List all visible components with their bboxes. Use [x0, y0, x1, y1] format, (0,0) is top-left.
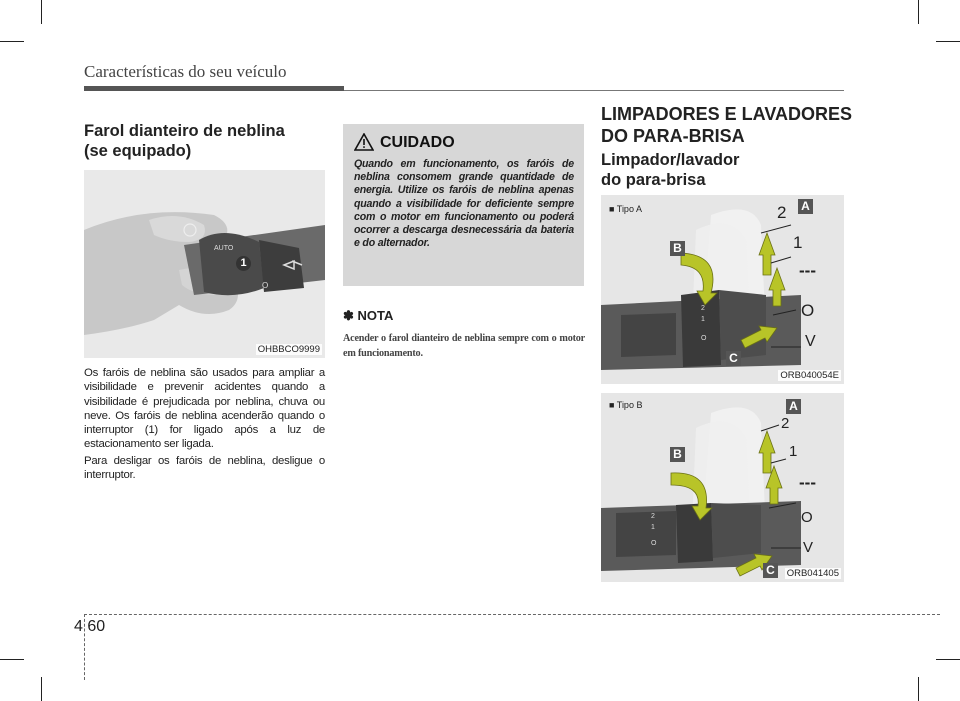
header-rule	[84, 86, 344, 91]
wiper-position-intermittent: ---	[799, 261, 816, 280]
svg-text:1: 1	[651, 524, 655, 531]
wiper-position-mist: V	[805, 333, 816, 350]
badge-b: B	[670, 447, 685, 462]
crop-mark	[0, 659, 24, 660]
badge-b: B	[670, 241, 685, 256]
image-caption: OHBBCO9999	[257, 344, 320, 355]
crop-mark	[0, 41, 24, 42]
note-text: Acender o farol dianteiro de neblina sempre com o motor em funcionamento.	[343, 333, 585, 359]
warning-triangle-icon	[354, 133, 374, 151]
wiper-position-off: O	[801, 509, 813, 526]
paragraph: Para desligar os faróis de neblina, desligue o interruptor.	[84, 454, 325, 482]
page-header-title: Características do seu veículo	[84, 62, 287, 81]
wiper-position-2: 2	[781, 415, 790, 432]
svg-text:1: 1	[701, 316, 705, 323]
wiper-washer-subheading: Limpador/lavador do para-brisa	[601, 151, 740, 189]
fog-light-description	[84, 366, 325, 484]
svg-text:O: O	[651, 540, 657, 547]
callout-number-1: 1	[236, 256, 251, 271]
crop-mark	[936, 659, 960, 660]
crop-mark	[936, 41, 960, 42]
svg-text:O: O	[262, 281, 269, 290]
wiper-position-1: 1	[789, 443, 798, 460]
wiper-stalk-illustration	[601, 195, 844, 384]
fog-light-heading: Farol dianteiro de neblina (se equipado)	[84, 122, 285, 160]
svg-text:2: 2	[701, 305, 705, 312]
paragraph: Os faróis de neblina são usados para ampliar a visibilidade e prevenir acidentes quando a visibilidade é prejudicada por neblina, chuva ou neve. Os faróis de neblina acenderão quando o interruptor (1) for ligado após a luz de estacionamento ser ligada.	[84, 367, 325, 451]
wiper-position-1: 1	[793, 233, 803, 252]
image-caption: ORB040054E	[780, 370, 839, 381]
header-rule-thin	[344, 90, 844, 91]
crop-mark	[918, 677, 919, 701]
image-caption: ORB041405	[786, 568, 839, 579]
badge-c: C	[763, 563, 778, 578]
type-label: ■ Tipo B	[609, 400, 643, 410]
badge-a: A	[786, 399, 801, 414]
wiper-position-intermittent: ---	[799, 473, 816, 492]
wipers-heading: LIMPADORES E LAVADORES DO PARA-BRISA	[601, 104, 853, 146]
svg-text:AUTO: AUTO	[214, 245, 234, 252]
caution-title: CUIDADO	[380, 134, 455, 151]
wiper-position-2: 2	[777, 203, 787, 222]
footer-rule	[84, 614, 940, 615]
wiper-position-off: O	[801, 301, 815, 320]
wiper-figure-type-b	[601, 393, 844, 582]
page-number: 4 60	[74, 618, 106, 635]
fog-light-switch-photo	[84, 170, 325, 358]
type-label: ■ Tipo A	[609, 204, 642, 214]
note-title: ✽ NOTA	[343, 308, 394, 323]
svg-text:O: O	[701, 335, 707, 342]
caution-text: Quando em funcionamento, os faróis de neblina consomem grande quantidade de energia. Utilize os faróis de neblina apenas quando a visibilidade for deficiente sempre com o motor em funcionamento ou poderá ocorrer a descarga desnecessária da bateria e do alternador.	[354, 158, 574, 250]
crop-mark	[41, 677, 42, 701]
crop-mark	[918, 0, 919, 24]
badge-a: A	[798, 199, 813, 214]
wiper-figure-type-a	[601, 195, 844, 384]
badge-c: C	[726, 351, 741, 366]
svg-text:2: 2	[651, 513, 655, 520]
crop-mark	[41, 0, 42, 24]
wiper-position-mist: V	[803, 539, 814, 556]
